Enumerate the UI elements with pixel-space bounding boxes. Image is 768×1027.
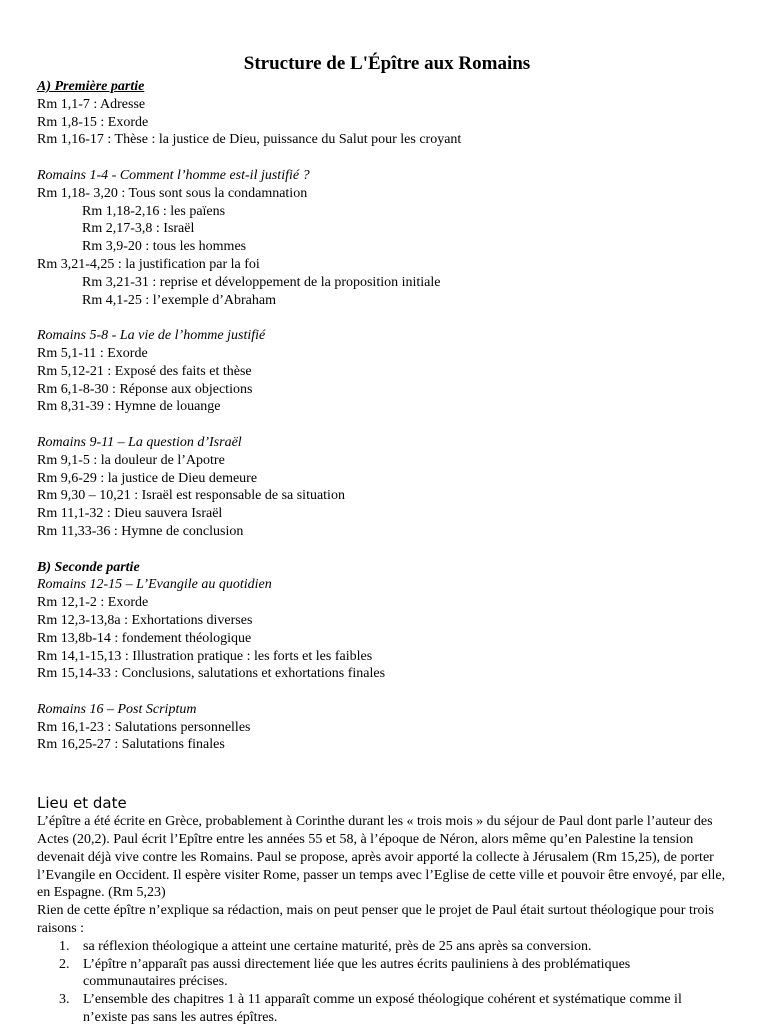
outline-line: Rm 12,1-2 : Exorde bbox=[37, 595, 149, 611]
outline-line: Rm 6,1-8-30 : Réponse aux objections bbox=[37, 381, 253, 397]
outline-line: Rm 16,1-23 : Salutations personnelles bbox=[37, 719, 251, 735]
list-number: 1. bbox=[59, 938, 70, 954]
part-a-heading: A) Première partie bbox=[37, 79, 145, 94]
outline-line: Rm 14,1-15,13 : Illustration pratique : les forts et les faibles bbox=[37, 648, 373, 664]
outline-subline: Rm 3,21-31 : reprise et développement de la proposition initiale bbox=[82, 274, 441, 290]
outline-line: Rm 9,1-5 : la douleur de l’Apotre bbox=[37, 452, 225, 468]
outline-line: Rm 9,6-29 : la justice de Dieu demeure bbox=[37, 470, 258, 486]
lieu-paragraph: L’épître a été écrite en Grèce, probablement à Corinthe durant les « trois mois » du séjour de Paul dont parle l’auteur des Actes (20,2). Paul écrit l’Epître entre les années 55 et 58, à l’époque de Néron, alors même qu’en Palestine la tension devenait déjà vive contre les Romains. Paul se propose, après avoir apporté la collecte à Jérusalem (Rm 15,25), de porter l’Evangile en Occident. Il espère visiter Rome, passer un temps avec l’Eglise de cette ville et pouvoir être envoyé, par elle, en Espagne. (Rm 5,23) bbox=[37, 814, 726, 901]
document-title: Structure de L'Épître aux Romains bbox=[243, 53, 531, 74]
outline-line: Rm 12,3-13,8a : Exhortations diverses bbox=[37, 612, 253, 628]
outline-line: Rm 11,1-32 : Dieu sauvera Israël bbox=[37, 506, 223, 522]
intro-line: Rm 1,8-15 : Exorde bbox=[37, 114, 149, 130]
intro-line: Rm 1,16-17 : Thèse : la justice de Dieu, puissance du Salut pour les croyant bbox=[37, 132, 462, 148]
list-text: L’ensemble des chapitres 1 à 11 apparaît comme un exposé théologique cohérent et systématique comme il n’existe pas sans les autres épîtres. bbox=[83, 992, 682, 1026]
lieu-heading: Lieu et date bbox=[37, 794, 127, 813]
section-heading: Romains 16 – Post Scriptum bbox=[37, 701, 197, 717]
part-b-heading: B) Seconde partie bbox=[37, 559, 140, 575]
section-heading: Romains 5-8 - La vie de l’homme justifié bbox=[37, 328, 266, 344]
outline-subline: Rm 2,17-3,8 : Israël bbox=[82, 221, 195, 237]
list-text: L’épître n’apparaît pas aussi directement liée que les autres écrits pauliniens à des problématiques communautaires précises. bbox=[83, 956, 631, 990]
list-item bbox=[37, 991, 723, 1027]
outline-line: Rm 5,1-11 : Exorde bbox=[37, 345, 148, 361]
outline-line: Rm 1,18- 3,20 : Tous sont sous la condamnation bbox=[37, 185, 308, 201]
section-heading: Romains 9-11 – La question d’Israël bbox=[37, 434, 242, 450]
outline-line: Rm 15,14-33 : Conclusions, salutations et exhortations finales bbox=[37, 666, 386, 682]
outline-line: Rm 8,31-39 : Hymne de louange bbox=[37, 399, 221, 415]
outline-line: Rm 5,12-21 : Exposé des faits et thèse bbox=[37, 363, 252, 379]
list-item bbox=[37, 938, 723, 956]
outline-line: Rm 13,8b-14 : fondement théologique bbox=[37, 630, 252, 646]
outline-line: Rm 11,33-36 : Hymne de conclusion bbox=[37, 523, 244, 539]
section-heading: Romains 12-15 – L’Evangile au quotidien bbox=[37, 577, 272, 593]
section-heading: Romains 1-4 - Comment l’homme est-il justifié ? bbox=[37, 167, 310, 183]
list-item bbox=[37, 956, 723, 992]
intro-line: Rm 1,1-7 : Adresse bbox=[37, 96, 146, 112]
reasons-list bbox=[37, 938, 737, 1027]
list-number: 3. bbox=[59, 992, 70, 1008]
outline-line: Rm 3,21-4,25 : la justification par la foi bbox=[37, 256, 260, 272]
document-page bbox=[37, 52, 737, 1027]
outline-line: Rm 16,25-27 : Salutations finales bbox=[37, 737, 225, 753]
list-text: sa réflexion théologique a atteint une certaine maturité, près de 25 ans après sa conversion. bbox=[83, 938, 592, 954]
outline-subline: Rm 3,9-20 : tous les hommes bbox=[82, 239, 247, 255]
outline-subline: Rm 1,18-2,16 : les païens bbox=[82, 203, 226, 219]
outline-line: Rm 9,30 – 10,21 : Israël est responsable de sa situation bbox=[37, 488, 345, 504]
lieu-paragraph: Rien de cette épître n’explique sa rédaction, mais on peut penser que le projet de Paul était surtout théologique pour trois raisons : bbox=[37, 903, 714, 937]
outline-subline: Rm 4,1-25 : l’exemple d’Abraham bbox=[82, 292, 277, 308]
list-number: 2. bbox=[59, 956, 70, 972]
